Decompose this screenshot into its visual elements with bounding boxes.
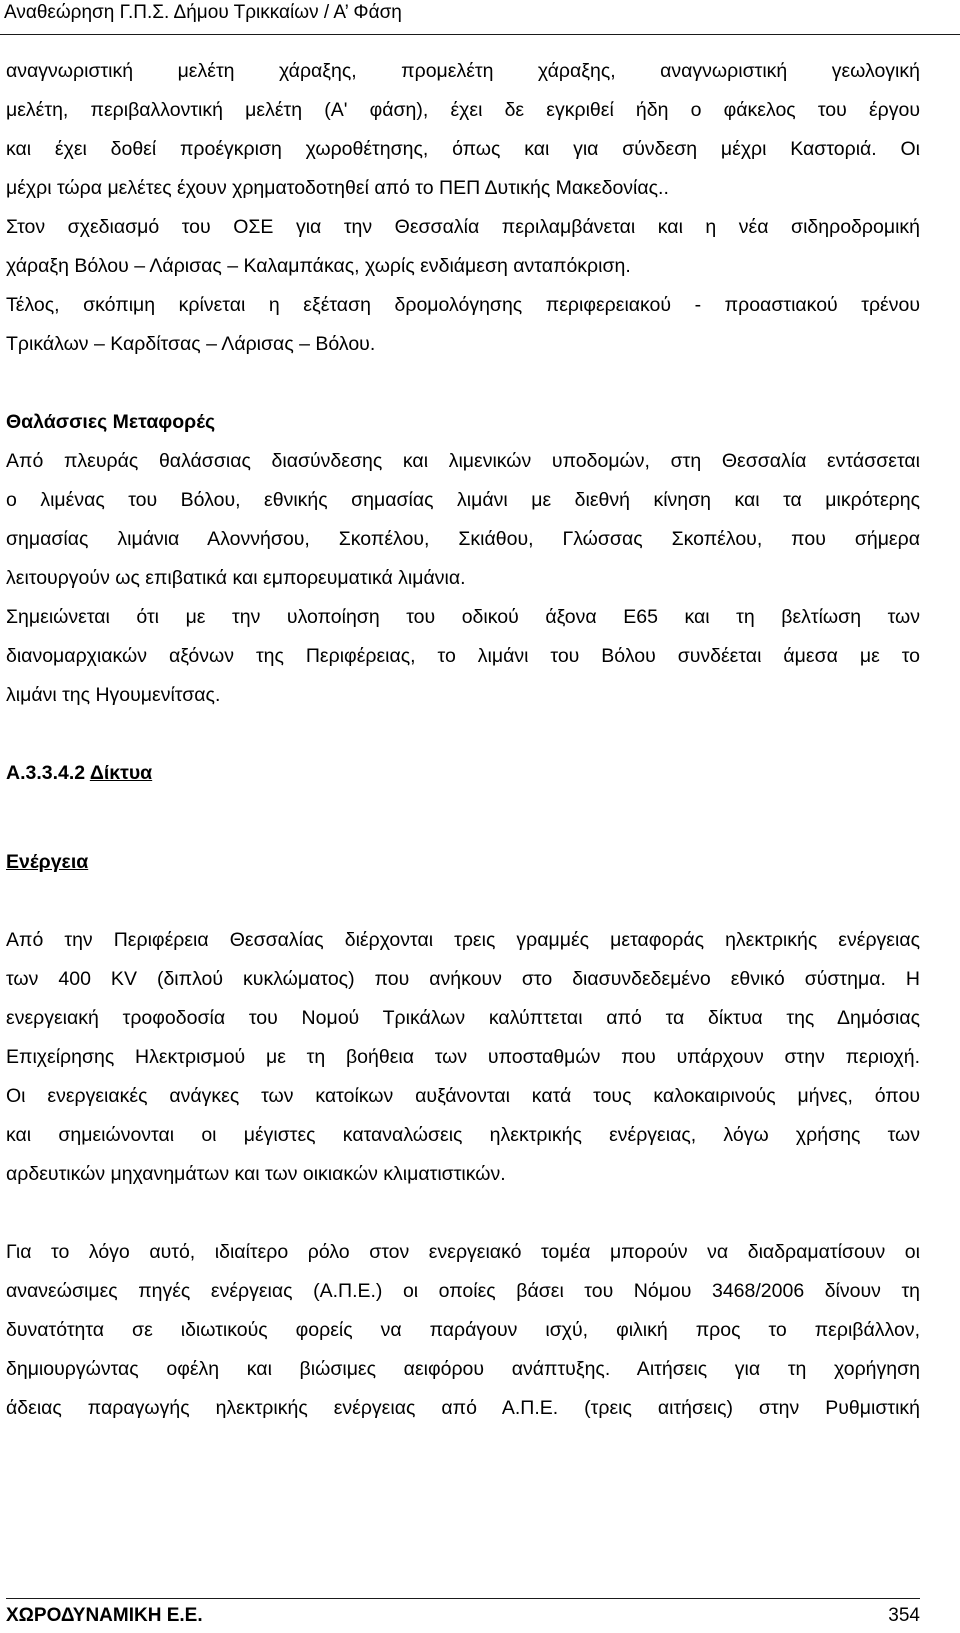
page-number: 354 — [888, 1605, 920, 1626]
energy-heading: Ενέργεια — [6, 851, 89, 873]
text-line: άδειας παραγωγής ηλεκτρικής ενέργειας από Α.Π.Ε. (τρεις αιτήσεις) στην Ρυθμιστική — [6, 1397, 920, 1419]
section-number: Α.3.3.4.2 — [6, 762, 90, 784]
text-line: μελέτη, περιβαλλοντική μελέτη (Α' φάση), έχει δε εγκριθεί ήδη ο φάκελος του έργου — [6, 99, 920, 121]
text-line: δημιουργώντας οφέλη και βιώσιμες αειφόρου ανάπτυξης. Αιτήσεις για τη χορήγηση — [6, 1358, 920, 1380]
section-title: Δίκτυα — [89, 762, 153, 784]
text-line: χάραξη Βόλου – Λάρισας – Καλαμπάκας, χωρίς ενδιάμεση ανταπόκριση. — [6, 255, 631, 277]
document-title: Αναθεώρηση Γ.Π.Σ. Δήμου Τρικκαίων / Α’ Φάση — [4, 2, 402, 23]
rail-paragraph — [6, 52, 920, 364]
text-line: αρδευτικών μηχανημάτων και των οικιακών κλιματιστικών. — [6, 1163, 506, 1185]
text-line: λειτουργούν ως επιβατικά και εμπορευματικά λιμάνια. — [6, 567, 466, 589]
text-line: Από πλευράς θαλάσσιας διασύνδεσης και λιμενικών υποδομών, στη Θεσσαλία εντάσσεται — [6, 450, 920, 472]
page-footer — [6, 1598, 920, 1629]
text-line: Σημειώνεται ότι με την υλοποίηση του οδικού άξονα Ε65 και τη βελτίωση των — [6, 606, 920, 628]
text-line: αναγνωριστική μελέτη χάραξης, προμελέτη χάραξης, αναγνωριστική γεωλογική — [6, 60, 920, 82]
company-name: ΧΩΡΟΔΥΝΑΜΙΚΗ Ε.Ε. — [6, 1605, 203, 1626]
text-line: ενεργειακή τροφοδοσία του Νομού Τρικάλων καλύπτεται από τα δίκτυα της Δημόσιας — [6, 1007, 920, 1029]
text-line: σημασίας λιμάνια Αλοννήσου, Σκοπέλου, Σκιάθου, Γλώσσας Σκοπέλου, που σήμερα — [6, 528, 920, 550]
text-line: των 400 KV (διπλού κυκλώματος) που ανήκουν στο διασυνδεδεμένο εθνικό σύστημα. Η — [6, 968, 920, 990]
text-line: Τρικάλων – Καρδίτσας – Λάρισας – Βόλου. — [6, 333, 376, 355]
text-line: διανομαρχιακών αξόνων της Περιφέρειας, το λιμάνι του Βόλου συνδέεται άμεσα με το — [6, 645, 920, 667]
text-line: λιμάνι της Ηγουμενίτσας. — [6, 684, 221, 706]
text-line: και έχει δοθεί προέγκριση χωροθέτησης, όπως και για σύνδεση μέχρι Καστοριά. Οι — [6, 138, 920, 160]
text-line: ο λιμένας του Βόλου, εθνικής σημασίας λιμάνι με διεθνή κίνηση και τα μικρότερης — [6, 489, 920, 511]
text-line: δυνατότητα σε ιδιωτικούς φορείς να παράγουν ισχύ, φιλική προς το περιβάλλον, — [6, 1319, 920, 1341]
energy-paragraph — [6, 921, 920, 1194]
text-line: Επιχείρησης Ηλεκτρισμού με τη βοήθεια των υποσταθμών που υπάρχουν στην περιοχή. — [6, 1046, 920, 1068]
sea-paragraph-2 — [6, 598, 920, 715]
text-line: Για το λόγο αυτό, ιδιαίτερο ρόλο στον ενεργειακό τομέα μπορούν να διαδραματίσουν οι — [6, 1241, 920, 1263]
sea-paragraph — [6, 442, 920, 598]
page-header — [0, 0, 960, 35]
renewables-paragraph — [6, 1233, 920, 1428]
sea-transport-heading: Θαλάσσιες Μεταφορές — [6, 411, 216, 433]
page-body — [6, 52, 920, 1428]
text-line: Στον σχεδιασμό του ΟΣΕ για την Θεσσαλία περιλαμβάνεται και η νέα σιδηροδρομική — [6, 216, 920, 238]
text-line: και σημειώνονται οι μέγιστες καταναλώσεις ηλεκτρικής ενέργειας, λόγω χρήσης των — [6, 1124, 920, 1146]
text-line: Από την Περιφέρεια Θεσσαλίας διέρχονται τρεις γραμμές μεταφοράς ηλεκτρικής ενέργειας — [6, 929, 920, 951]
text-line: Οι ενεργειακές ανάγκες των κατοίκων αυξάνονται κατά τους καλοκαιρινούς μήνες, όπου — [6, 1085, 920, 1107]
text-line: ανανεώσιμες πηγές ενέργειας (Α.Π.Ε.) οι οποίες βάσει του Νόμου 3468/2006 δίνουν τη — [6, 1280, 920, 1302]
text-line: Τέλος, σκόπιμη κρίνεται η εξέταση δρομολόγησης περιφερειακού - προαστιακού τρένου — [6, 294, 920, 316]
text-line: μέχρι τώρα μελέτες έχουν χρηματοδοτηθεί από το ΠΕΠ Δυτικής Μακεδονίας.. — [6, 177, 669, 199]
section-heading — [6, 754, 920, 793]
